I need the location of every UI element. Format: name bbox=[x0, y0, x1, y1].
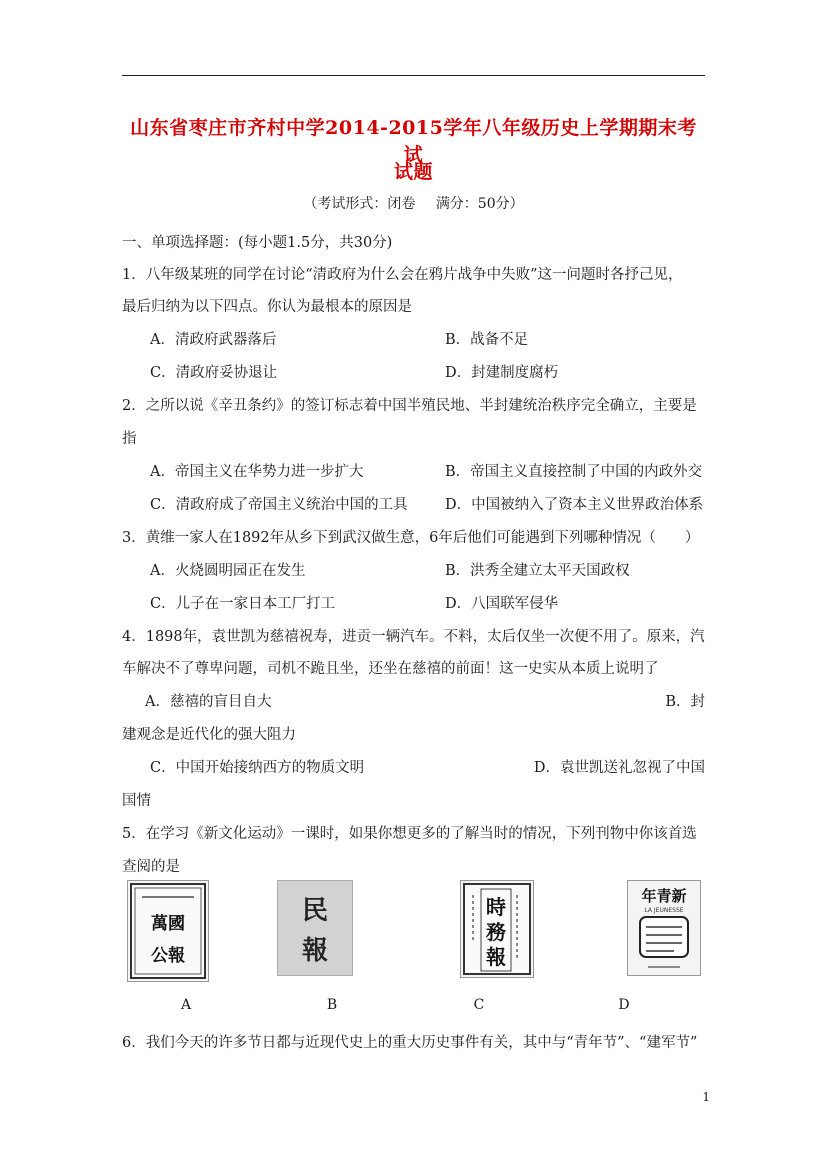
svg-text:公報: 公報 bbox=[151, 946, 185, 966]
q2-option-a: A．帝国主义在华势力进一步扩大 bbox=[150, 464, 364, 480]
q3-line1: 3．黄维一家人在1892年从乡下到武汉做生意，6年后他们可能遇到下列哪种情况（ ） bbox=[122, 530, 700, 546]
q3-option-c: C．儿子在一家日本工厂打工 bbox=[150, 596, 336, 612]
q5-line1: 5．在学习《新文化运动》一课时，如果你想更多的了解当时的情况，下列刊物中你该首选 bbox=[122, 826, 697, 842]
q3-option-a: A．火烧圆明园正在发生 bbox=[150, 563, 306, 579]
q2-line1: 2．之所以说《辛丑条约》的签订标志着中国半殖民地、半封建统治秩序完全确立，主要是 bbox=[122, 398, 697, 414]
q1-option-c: C．清政府妥协退让 bbox=[150, 365, 278, 381]
wanguo-gongbao-masthead-image bbox=[127, 880, 209, 982]
minbao-masthead-image bbox=[277, 880, 353, 976]
q4-option-b: B．封 bbox=[665, 694, 705, 710]
q1-option-b: B．战备不足 bbox=[445, 332, 529, 348]
image-label-a: A bbox=[180, 997, 192, 1013]
shiwubao-masthead-image bbox=[460, 880, 534, 978]
q4-option-b-continued: 建观念是近代化的强大阻力 bbox=[122, 727, 296, 743]
q3-option-b: B．洪秀全建立太平天国政权 bbox=[445, 563, 630, 579]
exam-form: （考试形式：闭卷 bbox=[303, 196, 416, 212]
q4-option-c: C．中国开始接纳西方的物质文明 bbox=[150, 760, 365, 776]
svg-text:時: 時 bbox=[486, 895, 506, 919]
q6-line1: 6．我们今天的许多节日都与近现代史上的重大历史事件有关，其中与“青年节”、“建军节” bbox=[122, 1035, 698, 1051]
q1-line1: 1．八年级某班的同学在讨论“清政府为什么会在鸦片战争中失败”这一问题时各抒己见， bbox=[122, 267, 683, 283]
q4-line1: 4．1898年，袁世凯为慈禧祝寿，进贡一辆汽车。不料，太后仅坐一次便不用了。原来，汽 bbox=[122, 629, 705, 645]
q1-line2: 最后归纳为以下四点。你认为最根本的原因是 bbox=[122, 299, 412, 315]
q1-option-a: A．清政府武器落后 bbox=[150, 332, 277, 348]
q4-option-d-continued: 国情 bbox=[122, 793, 151, 809]
svg-text:民: 民 bbox=[301, 896, 329, 926]
q1-option-d: D．封建制度腐朽 bbox=[445, 365, 559, 381]
q3-option-d: D．八国联军侵华 bbox=[445, 596, 559, 612]
svg-text:LA JEUNESSE: LA JEUNESSE bbox=[644, 907, 684, 914]
page-number: 1 bbox=[702, 1090, 710, 1104]
svg-text:報: 報 bbox=[301, 936, 329, 966]
section-heading: 一、单项选择题：(每小题1.5分，共30分) bbox=[122, 235, 393, 251]
header-rule bbox=[122, 75, 705, 76]
full-score: 满分：50分） bbox=[435, 196, 524, 212]
q2-line2: 指 bbox=[122, 431, 137, 447]
image-label-b: B bbox=[326, 997, 338, 1013]
q5-line2: 查阅的是 bbox=[122, 859, 180, 875]
q4-option-a: A．慈禧的盲目自大 bbox=[145, 694, 272, 710]
exam-title-line2: 试题 bbox=[393, 161, 433, 183]
image-label-c: C bbox=[473, 997, 485, 1013]
svg-text:年青新: 年青新 bbox=[641, 887, 687, 905]
svg-text:萬國: 萬國 bbox=[151, 914, 185, 934]
q2-option-b: B．帝国主义直接控制了中国的内政外交 bbox=[445, 464, 703, 480]
image-label-d: D bbox=[618, 997, 630, 1013]
q2-option-d: D．中国被纳入了资本主义世界政治体系 bbox=[445, 497, 704, 513]
exam-title-line1: 山东省枣庄市齐村中学2014-2015学年八年级历史上学期期末考试 bbox=[130, 117, 697, 166]
exam-info bbox=[122, 193, 705, 213]
svg-text:報: 報 bbox=[486, 945, 506, 969]
svg-text:務: 務 bbox=[486, 920, 506, 944]
q4-option-d: D．袁世凯送礼忽视了中国 bbox=[533, 760, 705, 776]
q2-option-c: C．清政府成了帝国主义统治中国的工具 bbox=[150, 497, 408, 513]
xinqingnian-masthead-image bbox=[627, 880, 701, 976]
q4-line2: 车解决不了尊卑问题，司机不跪且坐，还坐在慈禧的前面！这一史实从本质上说明了 bbox=[122, 661, 659, 677]
